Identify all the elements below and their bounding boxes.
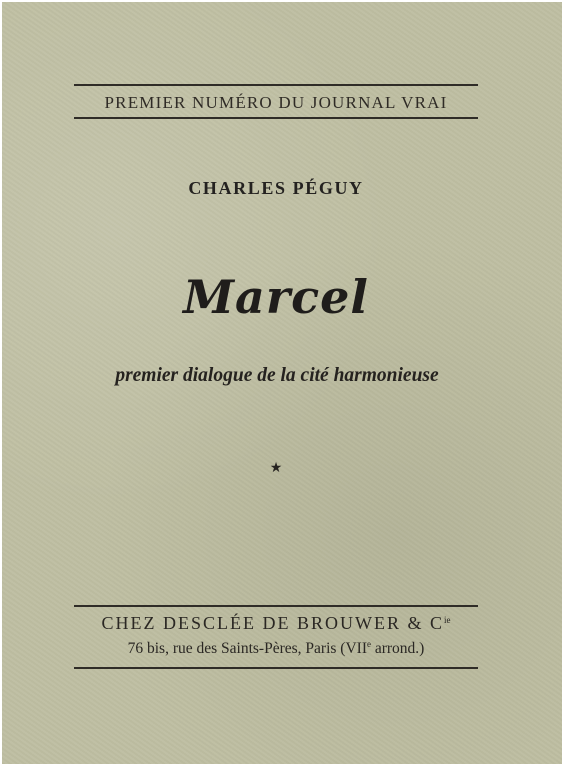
publisher-name — [70, 613, 482, 634]
address-part-2: arrond.) — [370, 640, 425, 657]
top-rule-lower — [74, 117, 478, 119]
publisher-address — [60, 639, 492, 658]
address-sup: e — [366, 639, 371, 649]
series-title: PREMIER NUMÉRO DU JOURNAL VRAI — [104, 93, 448, 112]
publisher-name-sup: ie — [444, 615, 451, 625]
author-name: CHARLES PÉGUY — [188, 178, 364, 198]
bottom-rule-lower — [74, 667, 478, 669]
bottom-rule-upper — [74, 605, 478, 607]
book-subtitle: premier dialogue de la cité harmonieuse — [115, 365, 439, 386]
book-title: Marcel — [183, 270, 369, 324]
top-rule-upper — [74, 84, 478, 86]
address-part-1: 76 bis, rue des Saints-Pères, Paris (VII — [127, 640, 367, 657]
publisher-name-text: CHEZ DESCLÉE DE BROUWER & C — [101, 613, 444, 633]
book-cover — [2, 2, 562, 764]
star-ornament: ★ — [269, 460, 283, 476]
